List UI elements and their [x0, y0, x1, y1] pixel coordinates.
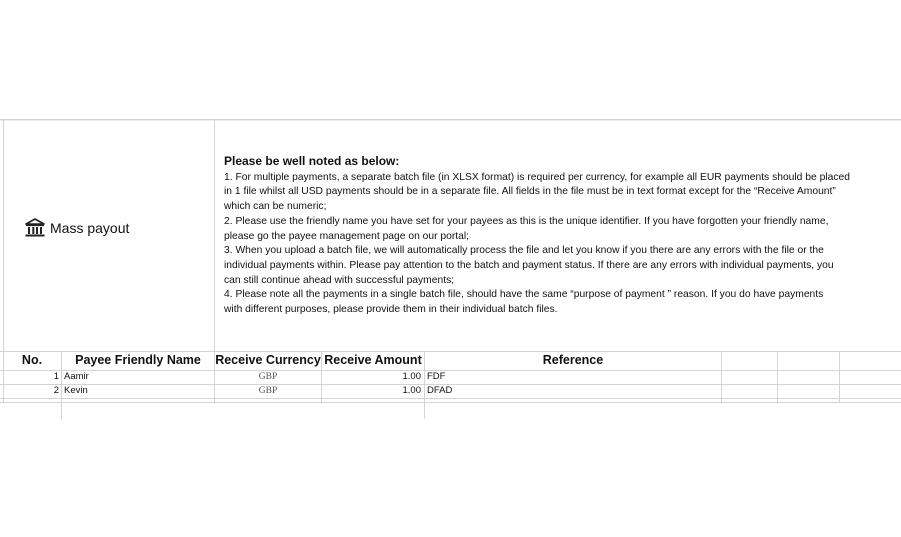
column-header-no[interactable]: No. — [21, 353, 43, 367]
spreadsheet — [0, 119, 901, 419]
note-line: 4. Please note all the payments in a single batch file, should have the same “purpose of payment ” reason. If you do have payments — [224, 289, 824, 301]
cell-payee[interactable]: Aamir — [64, 371, 89, 382]
grid-line — [0, 398, 901, 399]
note-line: in 1 file whilst all USD payments should be in a separate file. All fields in the file must be in text format except for the “Receive Amount” — [224, 186, 836, 198]
note-line: with different purposes, please provide them in their individual batch files. — [224, 304, 558, 316]
note-line: 2. Please use the friendly name you have set for your payees as this is the unique identifier. If you have forgotten your friendly name, — [224, 215, 829, 227]
grid-line — [0, 370, 901, 371]
column-header-reference[interactable]: Reference — [542, 353, 604, 367]
grid-line — [214, 119, 215, 351]
cell-reference[interactable]: DFAD — [427, 385, 453, 396]
note-line: 3. When you upload a batch file, we will automatically process the file and let you know if you there are any errors with the file or the — [224, 245, 824, 257]
column-header-currency[interactable]: Receive Currency — [215, 353, 321, 367]
grid-line — [777, 351, 778, 403]
grid-line — [721, 351, 722, 403]
page-title: Mass payout — [50, 220, 130, 236]
cell-payee[interactable]: Kevin — [64, 385, 88, 396]
cell-amount[interactable]: 1.00 — [402, 371, 421, 382]
grid-line — [839, 351, 840, 403]
cell-reference[interactable]: FDF — [427, 371, 446, 382]
cell-currency[interactable]: GBP — [258, 386, 278, 396]
grid-line — [0, 351, 901, 352]
grid-line — [0, 402, 901, 403]
bank-icon — [24, 218, 46, 238]
cell-no[interactable]: 1 — [53, 371, 59, 382]
note-line: 1. For multiple payments, a separate batch file (in XLSX format) is required per currency, for example all EUR payments should be placed — [224, 171, 850, 183]
note-line: individual payments within. Please pay attention to the batch and payment status. If there are any errors with individual payments, you — [224, 259, 834, 271]
note-line: please go the payee management page on our portal; — [224, 230, 470, 242]
note-line: which can be numeric; — [224, 201, 327, 213]
cell-amount[interactable]: 1.00 — [402, 385, 421, 396]
mass-payout-title — [24, 218, 129, 238]
notes-cell — [224, 154, 888, 318]
column-header-amount[interactable]: Receive Amount — [324, 353, 422, 367]
cell-no[interactable]: 2 — [53, 385, 59, 396]
column-header-payee[interactable]: Payee Friendly Name — [75, 353, 201, 367]
note-line: can still continue ahead with successful payments; — [224, 274, 455, 286]
grid-line — [0, 120, 901, 121]
notes-heading: Please be well noted as below: — [224, 154, 400, 168]
cell-currency[interactable]: GBP — [258, 372, 278, 382]
